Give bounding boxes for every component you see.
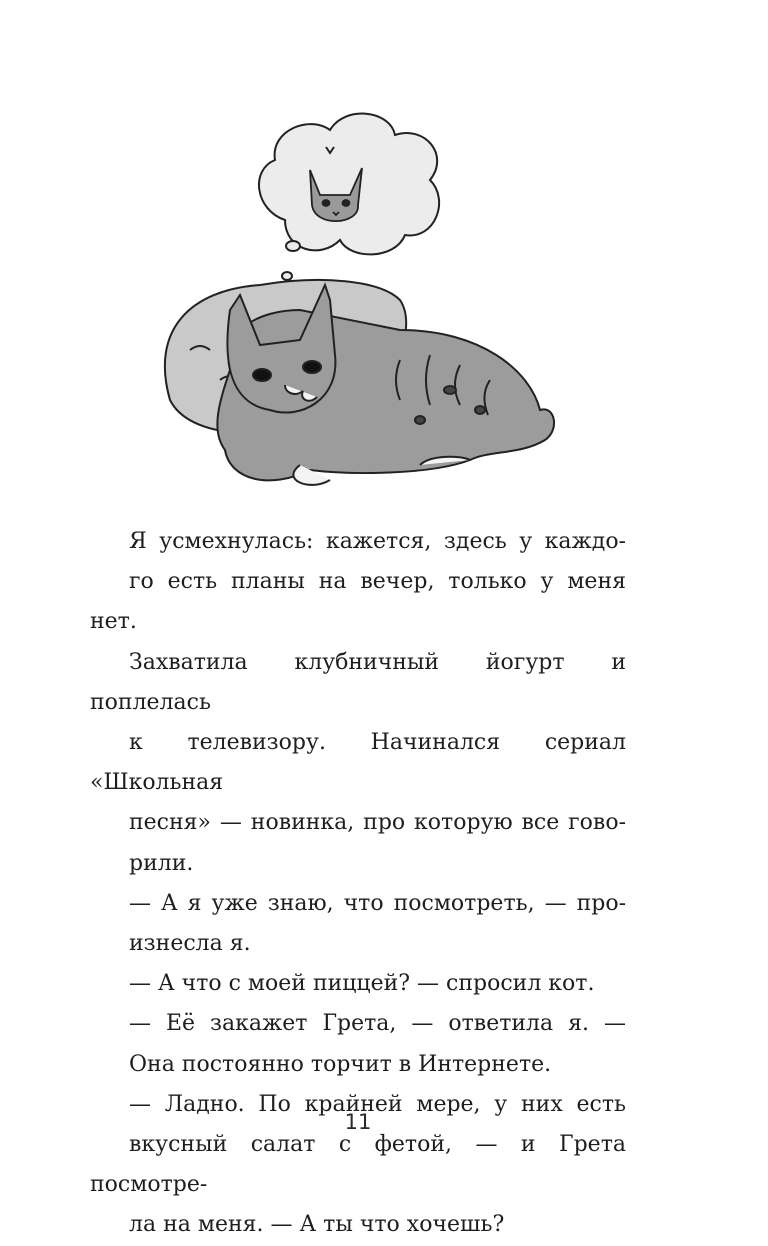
text-line: рили. (129, 850, 194, 876)
text-line: вкусный салат с фетой, — и Грета посмотре- (90, 1132, 626, 1198)
text-line: Она постоянно торчит в Интернете. (129, 1051, 552, 1077)
text-line: ла на меня. — А ты что хочешь? (129, 1212, 505, 1238)
paragraph (90, 884, 626, 964)
text-line: песня» — новинка, про которую все гово- (129, 810, 626, 836)
paragraph (90, 522, 626, 884)
paragraph (90, 964, 626, 1004)
text-line: — А я уже знаю, что посмотреть, — про- (129, 890, 626, 916)
text-line: го есть планы на вечер, только у меня нет. (90, 569, 626, 635)
cat-dreaming-icon (150, 100, 570, 500)
text-line: Я усмехнулась: кажется, здесь у каждо- (129, 529, 626, 554)
text-line: к телевизору. Начинался сериал «Школьная (90, 730, 626, 796)
text-line: — А что с моей пиццей? — спросил кот. (129, 971, 595, 997)
paragraph (90, 1085, 626, 1246)
text-line: Захватила клубничный йогурт и поплелась (90, 649, 626, 715)
body-text (90, 522, 626, 1246)
page-number: 11 (344, 1110, 372, 1134)
text-line: — Её закажет Грета, — ответила я. — (129, 1011, 626, 1037)
paragraph (90, 1004, 626, 1084)
cat-illustration (150, 100, 570, 500)
text-line: изнесла я. (129, 931, 251, 957)
text-line: — Ладно. По крайней мере, у них есть (129, 1091, 626, 1117)
